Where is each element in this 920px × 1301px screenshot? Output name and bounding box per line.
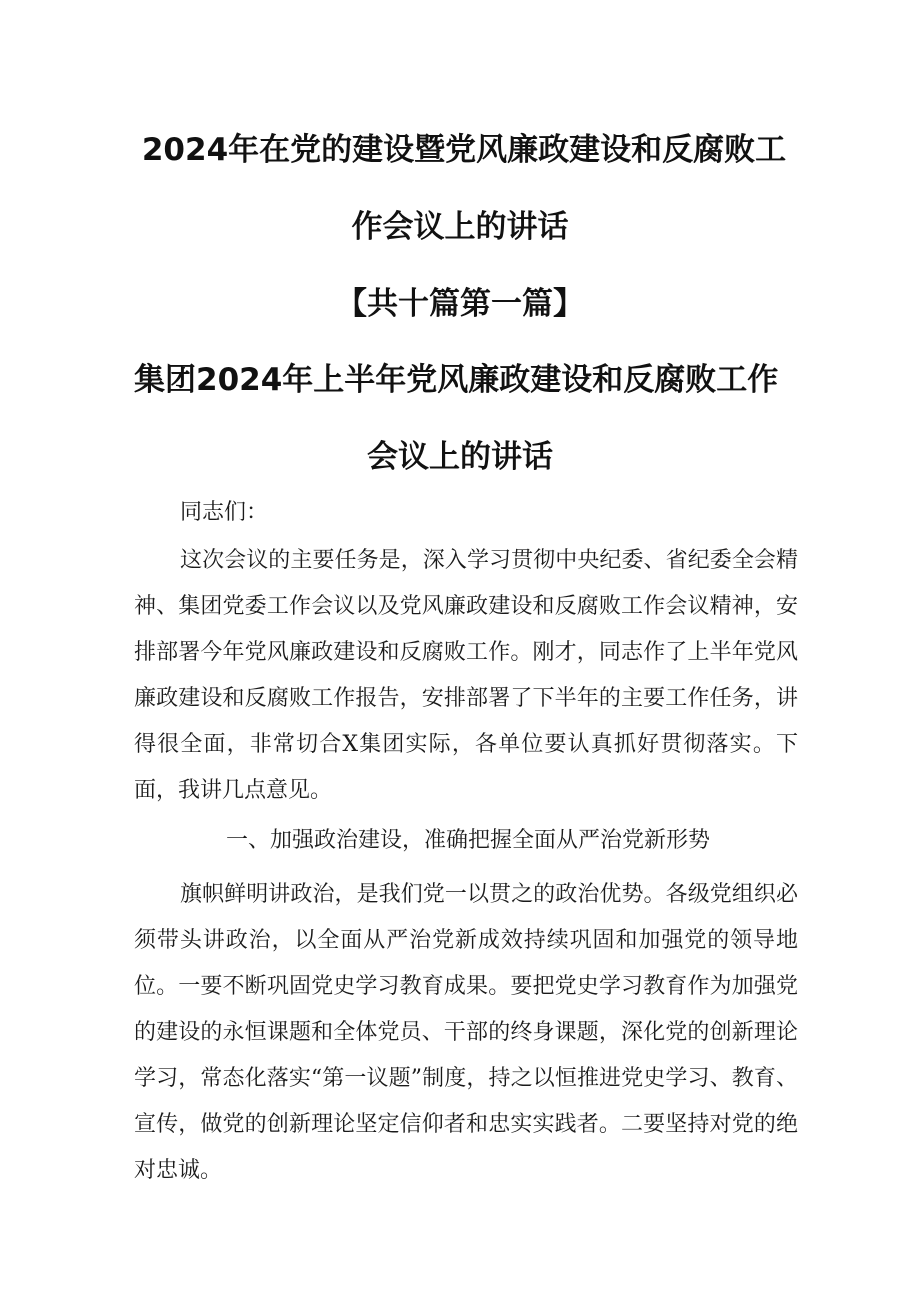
salutation: 同志们：	[180, 500, 269, 525]
series-label: 【共十篇第一篇】	[336, 286, 584, 322]
section-heading-1: 一、加强政治建设，准确把握全面从严治党新形势	[226, 828, 711, 853]
paragraph-section-1: 旗帜鲜明讲政治，是我们党一以贯之的政治优势。各级党组织必须带头讲政治，以全面从严治党新成效持续巩固和加强党的领导地位。一要不断巩固党史学习教育成果。要把党史学习教育作为加强党的建设的永恒课题和全体党员、干部的终身课题，深化党的创新理论学习，常态化落实“第一议题”制度，持之以恒推进党史学习、教育、宣传，做党的创新理论坚定信仰者和忠实实践者。二要坚持对党的绝对忠诚。	[134, 882, 798, 1183]
paragraph-intro: 这次会议的主要任务是，深入学习贯彻中央纪委、省纪委全会精神、集团党委工作会议以及党风廉政建设和反腐败工作会议精神，安排部署今年党风廉政建设和反腐败工作。刚才，同志作了上半年党风廉政建设和反腐败工作报告，安排部署了下半年的主要工作任务，讲得很全面，非常切合X集团实际，各单位要认真抓好贯彻落实。下面，我讲几点意见。	[134, 548, 798, 803]
title-line-2: 作会议上的讲话	[351, 209, 569, 245]
subtitle-line-1: 集团2024年上半年党风廉政建设和反腐败工作	[134, 362, 779, 398]
title-line-1: 2024年在党的建设暨党风廉政建设和反腐败工	[141, 132, 787, 168]
subtitle-line-2: 会议上的讲话	[367, 439, 553, 475]
